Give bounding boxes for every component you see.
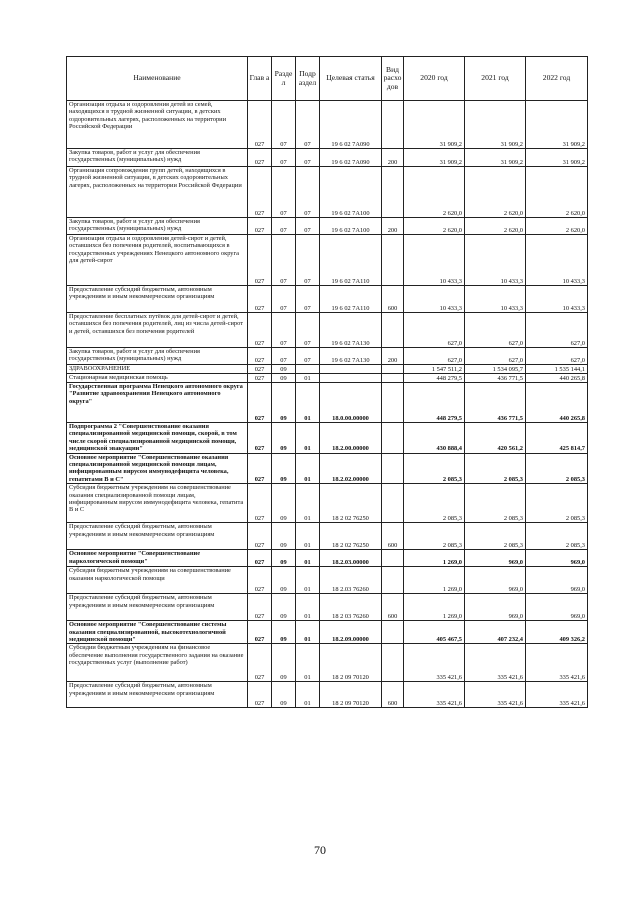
cell-2022: 2 620,0 — [526, 167, 588, 218]
cell-2022: 409 326,2 — [526, 621, 588, 644]
cell-razdel: 07 — [272, 286, 296, 313]
cell-2021: 627,0 — [465, 348, 526, 365]
cell-2021: 627,0 — [465, 313, 526, 348]
cell-glava: 027 — [248, 550, 272, 567]
table-row — [67, 149, 588, 167]
cell-vid: 600 — [382, 286, 404, 313]
cell-2021: 2 085,3 — [465, 523, 526, 550]
cell-razdel: 09 — [272, 621, 296, 644]
cell-2020: 10 433,3 — [404, 235, 465, 286]
cell-podrazdel: 07 — [296, 348, 320, 365]
cell-razdel: 09 — [272, 453, 296, 484]
table-header-row — [67, 57, 588, 101]
cell-glava: 027 — [248, 313, 272, 348]
cell-2020: 1 269,0 — [404, 550, 465, 567]
cell-2020: 335 421,6 — [404, 644, 465, 682]
table-row — [67, 621, 588, 644]
cell-article: 19 6 02 7А130 — [320, 313, 382, 348]
table-row — [67, 453, 588, 484]
cell-podrazdel: 01 — [296, 383, 320, 423]
cell-article: 19 6 02 7А130 — [320, 348, 382, 365]
cell-2021: 969,0 — [465, 594, 526, 621]
cell-article: 19 6 02 7А090 — [320, 149, 382, 167]
cell-article — [320, 374, 382, 383]
cell-2022: 1 535 144,1 — [526, 365, 588, 374]
cell-2021: 436 771,5 — [465, 383, 526, 423]
cell-2020: 627,0 — [404, 348, 465, 365]
cell-vid: 200 — [382, 149, 404, 167]
cell-podrazdel: 07 — [296, 235, 320, 286]
cell-2020: 10 433,3 — [404, 286, 465, 313]
cell-article: 19 6 02 7А090 — [320, 101, 382, 149]
cell-article: 19 6 02 7А110 — [320, 286, 382, 313]
cell-name: Предоставление субсидий бюджетным, автономным учреждениям и иным некоммерческим организациям — [67, 594, 248, 621]
cell-2020: 1 269,0 — [404, 594, 465, 621]
table-row — [67, 644, 588, 682]
cell-name: Субсидии бюджетным учреждениям на финансовое обеспечение выполнения государственного задания на оказание государственных услуг (выполнение работ) — [67, 644, 248, 682]
cell-article: 18.2.00.00000 — [320, 423, 382, 454]
cell-2021: 335 421,6 — [465, 682, 526, 708]
cell-name: Закупка товаров, работ и услуг для обеспечения государственных (муниципальных) нужд — [67, 149, 248, 167]
cell-glava: 027 — [248, 149, 272, 167]
cell-article: 18 2.03 76260 — [320, 567, 382, 594]
cell-podrazdel: 01 — [296, 453, 320, 484]
cell-podrazdel: 01 — [296, 484, 320, 523]
header-vid: Вид расхо дов — [382, 57, 404, 101]
table-row — [67, 594, 588, 621]
cell-vid — [382, 383, 404, 423]
cell-name: ЗДРАВООХРАНЕНИЕ — [67, 365, 248, 374]
cell-podrazdel: 07 — [296, 313, 320, 348]
cell-2021: 10 433,3 — [465, 235, 526, 286]
cell-glava: 027 — [248, 235, 272, 286]
cell-podrazdel: 07 — [296, 101, 320, 149]
cell-razdel: 07 — [272, 348, 296, 365]
cell-glava: 027 — [248, 453, 272, 484]
table-row — [67, 313, 588, 348]
table-row — [67, 523, 588, 550]
cell-podrazdel: 01 — [296, 682, 320, 708]
cell-name: Организация отдыха и оздоровления детей-сирот и детей, оставшихся без попечения родителей, воспитывающихся в государственных учреждениях Ненецкого автономного округа для детей-сирот — [67, 235, 248, 286]
cell-2022: 969,0 — [526, 550, 588, 567]
cell-2022: 2 085,3 — [526, 484, 588, 523]
cell-glava: 027 — [248, 567, 272, 594]
table-row — [67, 348, 588, 365]
cell-2022: 2 085,3 — [526, 523, 588, 550]
cell-2021: 31 909,2 — [465, 149, 526, 167]
cell-razdel: 09 — [272, 423, 296, 454]
cell-2021: 420 561,2 — [465, 423, 526, 454]
cell-podrazdel — [296, 365, 320, 374]
cell-2021: 2 620,0 — [465, 218, 526, 235]
cell-article: 19 6 02 7А100 — [320, 167, 382, 218]
cell-name: Предоставление субсидий бюджетным, автономным учреждениям и иным некоммерческим организациям — [67, 286, 248, 313]
cell-razdel: 07 — [272, 313, 296, 348]
cell-vid: 600 — [382, 682, 404, 708]
cell-razdel: 07 — [272, 218, 296, 235]
cell-2022: 425 814,7 — [526, 423, 588, 454]
table-row — [67, 374, 588, 383]
cell-article: 18 2 02 76250 — [320, 523, 382, 550]
header-2021: 2021 год — [465, 57, 526, 101]
cell-2022: 31 909,2 — [526, 149, 588, 167]
cell-podrazdel: 01 — [296, 644, 320, 682]
cell-razdel: 09 — [272, 594, 296, 621]
cell-glava: 027 — [248, 286, 272, 313]
cell-name: Организация сопровождения групп детей, находящихся в трудной жизненной ситуации, в детских оздоровительных лагерях, расположенных на территории Российской Федерации — [67, 167, 248, 218]
cell-vid: 200 — [382, 348, 404, 365]
cell-glava: 027 — [248, 365, 272, 374]
cell-vid — [382, 484, 404, 523]
cell-2020: 335 421,6 — [404, 682, 465, 708]
cell-name: Подпрограмма 2 "Совершенствование оказания специализированной медицинской помощи, скорой, в том числе скорой специализированной медицинской помощи, медицинской эвакуации" — [67, 423, 248, 454]
cell-podrazdel: 01 — [296, 621, 320, 644]
cell-vid — [382, 644, 404, 682]
cell-name: Предоставление бесплатных путёвок для детей-сирот и детей, оставшихся без попечения родителей, лиц из числа детей-сирот и детей, оставшихся без попечения родителей — [67, 313, 248, 348]
cell-glava: 027 — [248, 383, 272, 423]
cell-name: Закупка товаров, работ и услуг для обеспечения государственных (муниципальных) нужд — [67, 348, 248, 365]
cell-podrazdel: 07 — [296, 218, 320, 235]
cell-podrazdel: 01 — [296, 523, 320, 550]
cell-podrazdel: 01 — [296, 374, 320, 383]
cell-vid — [382, 167, 404, 218]
cell-2021: 2 085,3 — [465, 453, 526, 484]
header-2022: 2022 год — [526, 57, 588, 101]
cell-vid — [382, 621, 404, 644]
cell-podrazdel: 01 — [296, 567, 320, 594]
cell-glava: 027 — [248, 644, 272, 682]
table-body — [67, 101, 588, 708]
cell-glava: 027 — [248, 523, 272, 550]
cell-article: 19 6 02 7А100 — [320, 218, 382, 235]
cell-2021: 407 232,4 — [465, 621, 526, 644]
cell-2020: 2 620,0 — [404, 218, 465, 235]
cell-2021: 335 421,6 — [465, 644, 526, 682]
cell-article: 18 2 09 70120 — [320, 682, 382, 708]
cell-glava: 027 — [248, 682, 272, 708]
cell-name: Основное мероприятие "Совершенствование оказания специализированной медицинской помощи лицам, инфицированным вирусом иммунодефицита человека, гепатитами В и С" — [67, 453, 248, 484]
cell-podrazdel: 07 — [296, 286, 320, 313]
table-row — [67, 365, 588, 374]
cell-2022: 969,0 — [526, 567, 588, 594]
cell-vid: 200 — [382, 218, 404, 235]
cell-podrazdel: 07 — [296, 149, 320, 167]
cell-2021: 31 909,2 — [465, 101, 526, 149]
cell-2020: 1 269,0 — [404, 567, 465, 594]
cell-vid — [382, 101, 404, 149]
table-row — [67, 101, 588, 149]
cell-2020: 1 547 511,2 — [404, 365, 465, 374]
cell-name: Государственная программа Ненецкого автономного округа "Развитие здравоохранения Ненецкого автономного округа" — [67, 383, 248, 423]
header-name: Наименование — [67, 57, 248, 101]
table-row — [67, 286, 588, 313]
cell-2021: 10 433,3 — [465, 286, 526, 313]
cell-vid — [382, 453, 404, 484]
cell-vid — [382, 235, 404, 286]
cell-glava: 027 — [248, 348, 272, 365]
cell-2020: 2 620,0 — [404, 167, 465, 218]
cell-name: Основное мероприятие "Совершенствование наркологической помощи" — [67, 550, 248, 567]
header-2020: 2020 год — [404, 57, 465, 101]
cell-article: 18 2 03 76260 — [320, 594, 382, 621]
cell-razdel: 07 — [272, 101, 296, 149]
cell-razdel: 09 — [272, 550, 296, 567]
cell-razdel: 07 — [272, 235, 296, 286]
cell-name: Субсидия бюджетным учреждениям на совершенствование оказания специализированной помощи лицам, инфицированным вирусом иммунодефицита человека, гепатита В и С — [67, 484, 248, 523]
budget-table — [66, 56, 588, 708]
table-row — [67, 383, 588, 423]
cell-glava: 027 — [248, 167, 272, 218]
table-row — [67, 567, 588, 594]
cell-name: Предоставление субсидий бюджетным, автономным учреждениям и иным некоммерческим организациям — [67, 682, 248, 708]
cell-2022: 627,0 — [526, 313, 588, 348]
table-row — [67, 550, 588, 567]
cell-glava: 027 — [248, 423, 272, 454]
cell-name: Субсидия бюджетным учреждениям на совершенствование оказания наркологической помощи — [67, 567, 248, 594]
cell-name: Стационарная медицинская помощь — [67, 374, 248, 383]
cell-vid — [382, 365, 404, 374]
cell-2020: 31 909,2 — [404, 101, 465, 149]
cell-glava: 027 — [248, 218, 272, 235]
cell-razdel: 09 — [272, 644, 296, 682]
cell-glava: 027 — [248, 101, 272, 149]
cell-vid — [382, 567, 404, 594]
cell-vid — [382, 423, 404, 454]
cell-2020: 448 279,5 — [404, 374, 465, 383]
cell-2022: 10 433,3 — [526, 235, 588, 286]
cell-razdel: 09 — [272, 365, 296, 374]
cell-podrazdel: 01 — [296, 550, 320, 567]
cell-2020: 627,0 — [404, 313, 465, 348]
cell-2020: 2 085,3 — [404, 523, 465, 550]
cell-article: 18 2 09 70120 — [320, 644, 382, 682]
cell-razdel: 07 — [272, 167, 296, 218]
table-row — [67, 484, 588, 523]
cell-2020: 2 085,3 — [404, 484, 465, 523]
cell-2020: 448 279,5 — [404, 383, 465, 423]
cell-vid — [382, 550, 404, 567]
header-podrazdel: Подр аздел — [296, 57, 320, 101]
cell-razdel: 09 — [272, 682, 296, 708]
cell-razdel: 09 — [272, 484, 296, 523]
cell-article — [320, 365, 382, 374]
cell-2021: 2 085,3 — [465, 484, 526, 523]
cell-2021: 969,0 — [465, 567, 526, 594]
cell-article: 18.2.03.00000 — [320, 550, 382, 567]
cell-razdel: 09 — [272, 567, 296, 594]
cell-vid: 600 — [382, 523, 404, 550]
cell-vid — [382, 313, 404, 348]
cell-name: Закупка товаров, работ и услуг для обеспечения государственных (муниципальных) нужд — [67, 218, 248, 235]
cell-2022: 2 085,3 — [526, 453, 588, 484]
cell-2021: 2 620,0 — [465, 167, 526, 218]
header-razdel: Разде л — [272, 57, 296, 101]
cell-2022: 10 433,3 — [526, 286, 588, 313]
cell-2021: 1 534 095,7 — [465, 365, 526, 374]
cell-razdel: 09 — [272, 383, 296, 423]
cell-podrazdel: 01 — [296, 423, 320, 454]
cell-2020: 2 085,3 — [404, 453, 465, 484]
cell-article: 18.2.09.00000 — [320, 621, 382, 644]
cell-razdel: 09 — [272, 374, 296, 383]
table-row — [67, 423, 588, 454]
cell-2021: 969,0 — [465, 550, 526, 567]
cell-2020: 31 909,2 — [404, 149, 465, 167]
cell-razdel: 09 — [272, 523, 296, 550]
cell-podrazdel: 07 — [296, 167, 320, 218]
cell-podrazdel: 01 — [296, 594, 320, 621]
cell-vid: 600 — [382, 594, 404, 621]
table-row — [67, 218, 588, 235]
cell-article: 18.0.00.00000 — [320, 383, 382, 423]
cell-2022: 335 421,6 — [526, 682, 588, 708]
header-glava: Глав а — [248, 57, 272, 101]
cell-glava: 027 — [248, 594, 272, 621]
cell-2022: 440 265,8 — [526, 374, 588, 383]
table-row — [67, 235, 588, 286]
cell-2022: 335 421,6 — [526, 644, 588, 682]
table-row — [67, 682, 588, 708]
cell-2020: 405 467,5 — [404, 621, 465, 644]
cell-2022: 627,0 — [526, 348, 588, 365]
cell-name: Предоставление субсидий бюджетным, автономным учреждениям и иным некоммерческим организациям — [67, 523, 248, 550]
cell-article: 19 6 02 7А110 — [320, 235, 382, 286]
cell-name: Организация отдыха и оздоровления детей из семей, находящихся в трудной жизненной ситуации, в детских оздоровительных лагерях, расположенных на территории Российской Федерации — [67, 101, 248, 149]
cell-vid — [382, 374, 404, 383]
cell-article: 18.2.02.00000 — [320, 453, 382, 484]
cell-2022: 31 909,2 — [526, 101, 588, 149]
cell-glava: 027 — [248, 484, 272, 523]
cell-article: 18 2 02 76250 — [320, 484, 382, 523]
page-number: 70 — [314, 843, 326, 857]
header-article: Целевая статья — [320, 57, 382, 101]
cell-name: Основное мероприятие "Совершенствование системы оказания специализированной, высокотехнологичной медицинской помощи" — [67, 621, 248, 644]
cell-glava: 027 — [248, 621, 272, 644]
cell-razdel: 07 — [272, 149, 296, 167]
cell-2022: 440 265,8 — [526, 383, 588, 423]
cell-glava: 027 — [248, 374, 272, 383]
table-row — [67, 167, 588, 218]
cell-2020: 430 888,4 — [404, 423, 465, 454]
cell-2022: 969,0 — [526, 594, 588, 621]
cell-2022: 2 620,0 — [526, 218, 588, 235]
cell-2021: 436 771,5 — [465, 374, 526, 383]
